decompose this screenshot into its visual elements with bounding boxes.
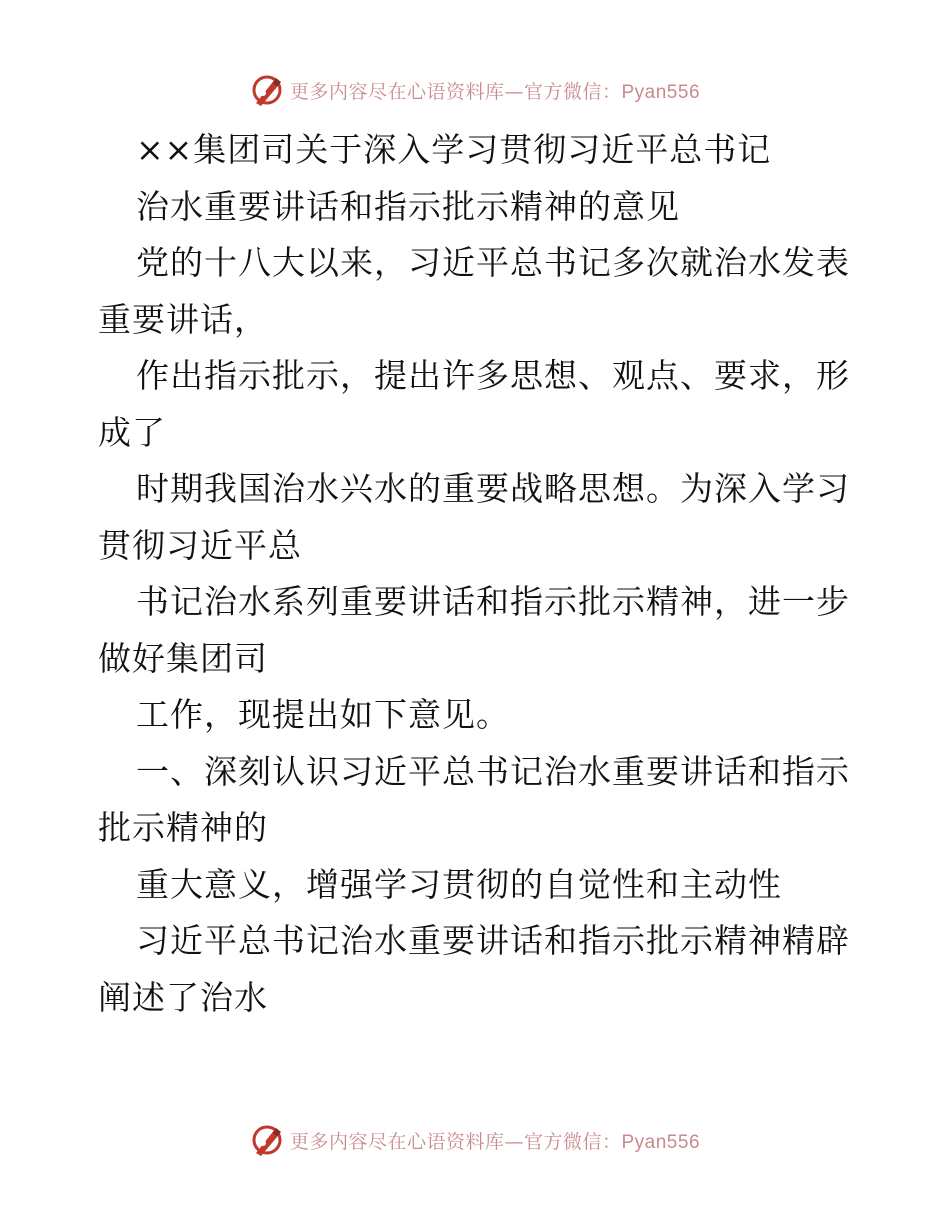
document-line: 书记治水系列重要讲话和指示批示精神，进一步: [136, 582, 850, 621]
pen-logo-icon: [250, 1123, 284, 1157]
document-line: 党的十八大以来，习近平总书记多次就治水发表: [136, 243, 850, 282]
document-line: 重大意义，增强学习贯彻的自觉性和主动性: [136, 864, 782, 904]
footer-watermark: [0, 1120, 950, 1160]
header-watermark-text: [290, 77, 700, 104]
watermark-wechat-label: 官方微信：: [523, 1130, 622, 1153]
document-line: ××集团司关于深入学习贯彻习近平总书记: [136, 130, 772, 169]
watermark-account: Pyan556: [621, 1131, 701, 1153]
document-line: 作出指示批示，提出许多思想、观点、要求，形: [136, 356, 850, 395]
footer-watermark-text: [290, 1127, 700, 1154]
watermark-separator: —: [504, 80, 524, 103]
document-line: 重要讲话，: [98, 299, 268, 339]
watermark-wechat-label: 官方微信：: [523, 80, 622, 103]
watermark-account: Pyan556: [621, 81, 701, 103]
document-line: 贯彻习近平总: [98, 525, 302, 565]
document-line: 做好集团司: [98, 638, 268, 678]
document-body: [98, 122, 858, 1026]
watermark-separator: —: [504, 1130, 524, 1153]
footer-watermark-inner: [250, 1123, 700, 1157]
document-line: 阐述了治水: [98, 977, 268, 1017]
header-watermark: [0, 70, 950, 110]
document-line: 习近平总书记治水重要讲话和指示批示精神精辟: [136, 921, 850, 960]
document-line: 工作，现提出如下意见。: [136, 695, 510, 734]
watermark-title: 更多内容尽在心语资料库: [289, 80, 505, 103]
document-line: 一、深刻认识习近平总书记治水重要讲话和指示: [136, 751, 850, 791]
document-line: 成了: [98, 412, 166, 452]
document-line: 治水重要讲话和指示批示精神的意见: [136, 186, 680, 226]
pen-logo-icon: [250, 73, 284, 107]
header-watermark-inner: [250, 73, 700, 107]
document-line: 批示精神的: [98, 808, 268, 847]
document-line: 时期我国治水兴水的重要战略思想。为深入学习: [136, 469, 850, 508]
watermark-title: 更多内容尽在心语资料库: [289, 1130, 505, 1153]
